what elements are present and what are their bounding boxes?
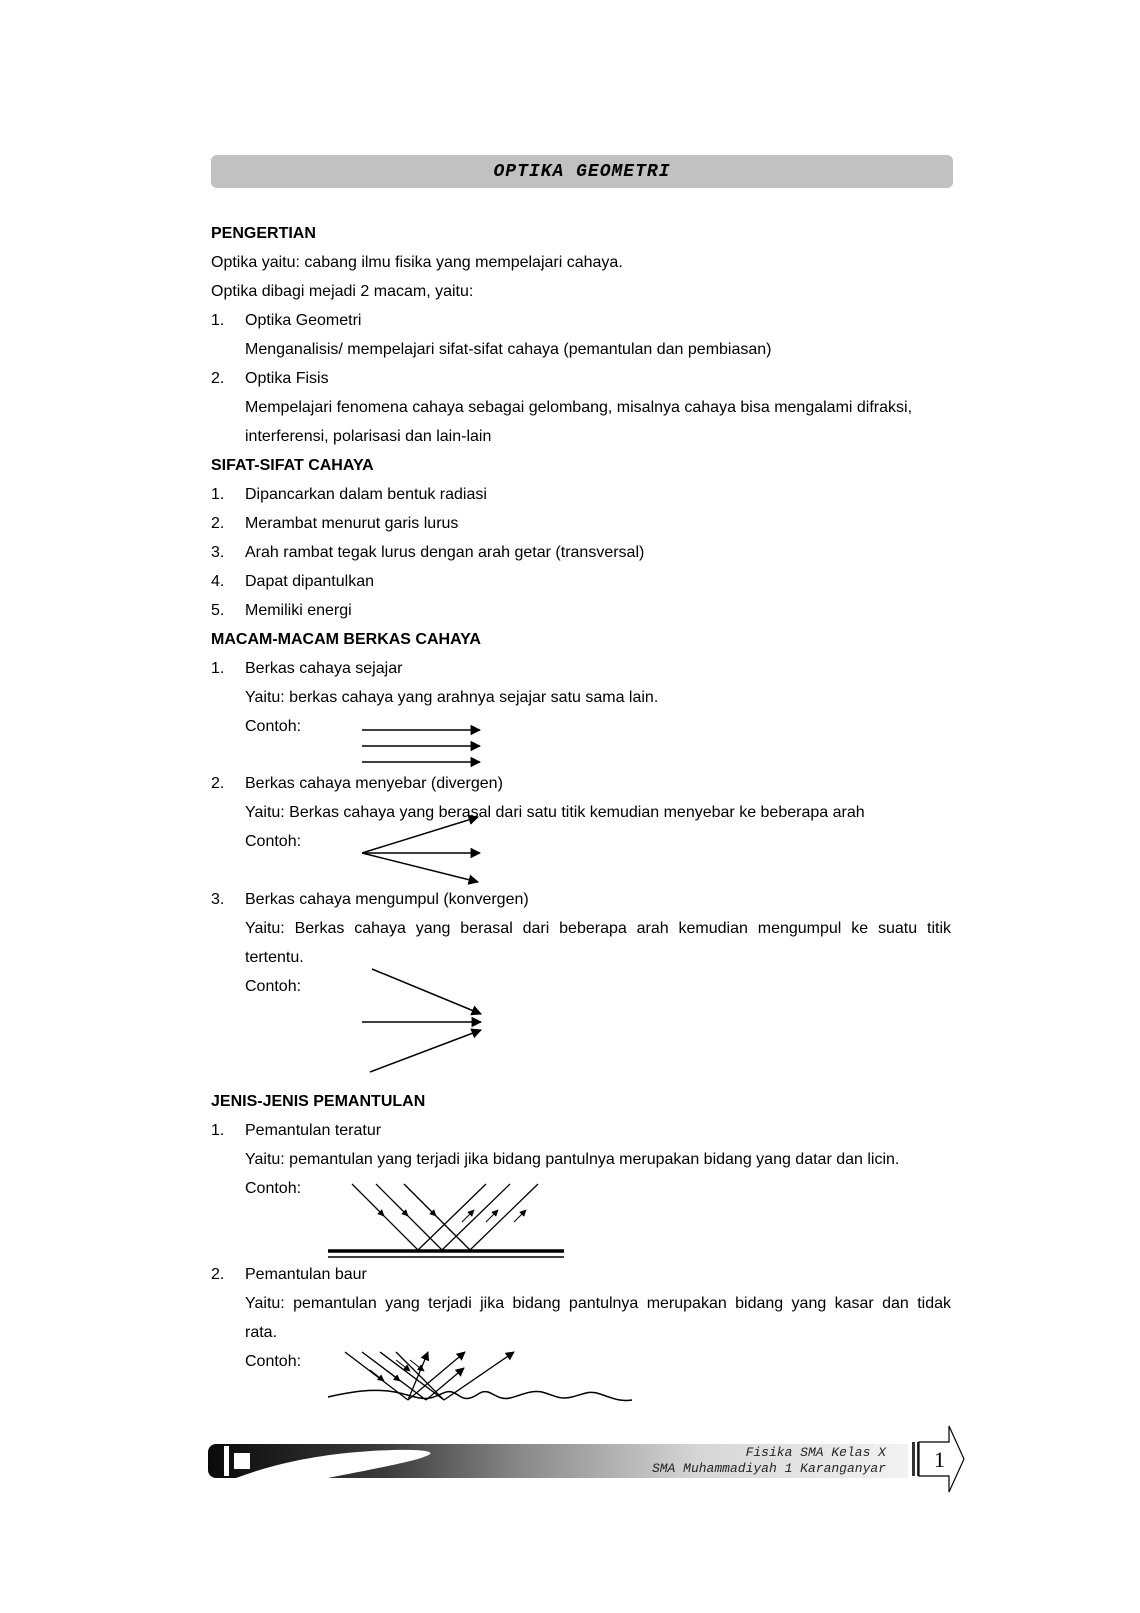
list-item-label: Pemantulan baur — [245, 1266, 367, 1283]
list-item-label: Berkas cahaya sejajar — [245, 660, 403, 677]
list-number: 1. — [211, 1122, 225, 1139]
list-number: 5. — [211, 602, 225, 619]
section-heading-pengertian: PENGERTIAN — [211, 225, 316, 242]
arrow-head — [370, 1370, 384, 1381]
reflected-ray — [470, 1184, 538, 1250]
rough-surface — [328, 1390, 632, 1400]
parallel-rays-diagram — [362, 730, 480, 762]
list-item-desc: tertentu. — [245, 949, 304, 966]
list-number: 4. — [211, 573, 225, 590]
list-number: 2. — [211, 1266, 225, 1283]
list-number: 1. — [211, 312, 225, 329]
ray-arrow — [372, 969, 481, 1014]
paragraph-line: Optika dibagi mejadi 2 macam, yaitu: — [211, 283, 474, 300]
list-item-label: Arah rambat tegak lurus dengan arah getar (transversal) — [245, 544, 645, 561]
list-item-desc: Mempelajari fenomena cahaya sebagai gelombang, misalnya cahaya bisa mengalami difraksi, — [245, 399, 913, 416]
arrow-head — [486, 1210, 498, 1222]
list-number: 2. — [211, 775, 225, 792]
arrow-head — [394, 1202, 408, 1216]
list-item-label: Pemantulan teratur — [245, 1122, 382, 1139]
incident-ray — [345, 1352, 408, 1400]
footer-course: Fisika SMA Kelas X — [745, 1445, 886, 1460]
list-number: 1. — [211, 660, 225, 677]
list-item-desc: Yaitu: pemantulan yang terjadi jika bidang pantulnya merupakan bidang yang datar dan licin. — [245, 1151, 900, 1168]
list-item-label: Merambat menurut garis lurus — [245, 515, 459, 532]
convergent-rays-diagram — [362, 969, 481, 1072]
regular-reflection-diagram — [328, 1184, 564, 1257]
list-item-desc: Yaitu: berkas cahaya yang arahnya sejajar satu sama lain. — [245, 689, 659, 706]
list-item-label: Optika Fisis — [245, 370, 329, 387]
section-heading-berkas: MACAM-MACAM BERKAS CAHAYA — [211, 631, 481, 648]
list-item-desc: rata. — [245, 1324, 278, 1341]
list-item-desc: Menganalisis/ mempelajari sifat-sifat cahaya (pemantulan dan pembiasan) — [245, 341, 772, 358]
list-item-desc: Yaitu: Berkas cahaya yang berasal dari satu titik kemudian menyebar ke beberapa arah — [245, 804, 865, 821]
list-number: 3. — [211, 544, 225, 561]
example-label: Contoh: — [245, 978, 302, 995]
diffuse-reflection-diagram — [328, 1352, 632, 1401]
list-item-label: Optika Geometri — [245, 312, 362, 329]
list-item-desc: Yaitu: pemantulan yang terjadi jika bidang pantulnya merupakan bidang yang kasar dan tidak — [245, 1295, 951, 1312]
arrow-head — [422, 1202, 436, 1216]
example-label: Contoh: — [245, 833, 302, 850]
list-number: 2. — [211, 515, 225, 532]
list-number: 2. — [211, 370, 225, 387]
page-number: 1 — [934, 1447, 945, 1472]
list-item-label: Memiliki energi — [245, 602, 352, 619]
ray-arrow — [362, 853, 478, 882]
example-label: Contoh: — [245, 1353, 302, 1370]
list-item-desc: Yaitu: Berkas cahaya yang berasal dari beberapa arah kemudian mengumpul ke suatu titik — [245, 920, 951, 937]
list-item-label: Berkas cahaya mengumpul (konvergen) — [245, 891, 529, 908]
list-number: 1. — [211, 486, 225, 503]
example-label: Contoh: — [245, 1180, 302, 1197]
footer-school: SMA Muhammadiyah 1 Karanganyar — [651, 1461, 886, 1476]
arrow-head — [370, 1202, 384, 1216]
list-item-label: Dipancarkan dalam bentuk radiasi — [245, 486, 487, 503]
section-heading-pemantulan: JENIS-JENIS PEMANTULAN — [211, 1093, 426, 1110]
paragraph-line: Optika yaitu: cabang ilmu fisika yang mempelajari cahaya. — [211, 254, 623, 271]
page-title: OPTIKA GEOMETRI — [493, 161, 671, 182]
footer — [208, 1444, 908, 1478]
list-item-label: Berkas cahaya menyebar (divergen) — [245, 775, 503, 792]
example-label: Contoh: — [245, 718, 302, 735]
footer-logo — [208, 1444, 468, 1478]
list-number: 3. — [211, 891, 225, 908]
arrow-head — [386, 1370, 400, 1381]
section-heading-sifat: SIFAT-SIFAT CAHAYA — [211, 457, 374, 474]
list-item-label: Dapat dipantulkan — [245, 573, 374, 590]
divergent-rays-diagram — [362, 817, 480, 882]
list-item-desc: interferensi, polarisasi dan lain-lain — [245, 428, 492, 445]
ray-arrow — [370, 1030, 481, 1072]
incident-ray — [404, 1184, 470, 1250]
arrow-head — [514, 1210, 526, 1222]
